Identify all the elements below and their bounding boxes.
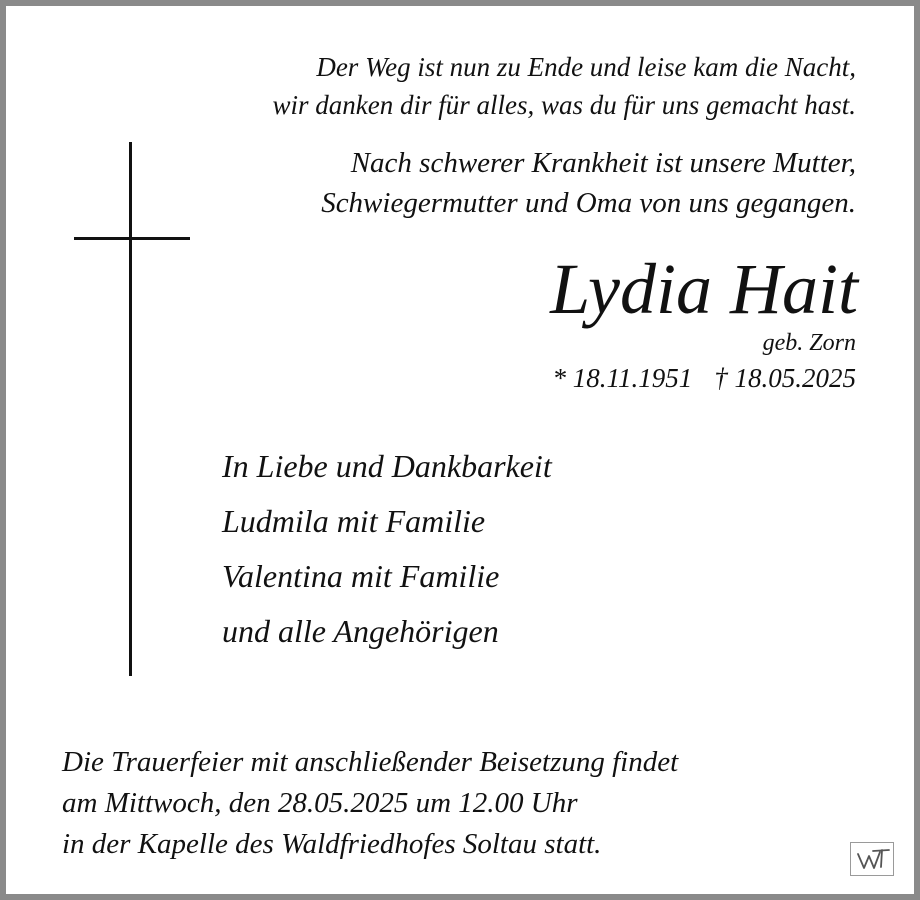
mourner-line: Ludmila mit Familie — [222, 503, 486, 539]
verse-line: wir danken dir für alles, was du für uns gemacht hast. — [272, 90, 856, 120]
publisher-logo-icon — [850, 842, 894, 876]
cross-icon-bar — [74, 237, 190, 240]
mourner-line: In Liebe und Dankbarkeit — [222, 448, 552, 484]
life-dates — [553, 361, 857, 395]
mourner-line: Valentina mit Familie — [222, 558, 500, 594]
death-date: † 18.05.2025 — [714, 363, 856, 393]
cross-icon — [129, 142, 132, 676]
service-line: in der Kapelle des Waldfriedhofes Soltau statt. — [62, 828, 602, 860]
announcement-line: Schwiegermutter und Oma von uns gegangen. — [321, 187, 856, 219]
verse — [272, 48, 856, 124]
verse-line: Der Weg ist nun zu Ende und leise kam die Nacht, — [316, 52, 856, 82]
service-line: am Mittwoch, den 28.05.2025 um 12.00 Uhr — [62, 787, 578, 819]
obituary-card — [6, 6, 914, 894]
announcement-line: Nach schwerer Krankheit ist unsere Mutter, — [350, 147, 856, 179]
death-announcement — [321, 143, 856, 223]
mourners-list — [222, 439, 552, 659]
service-line: Die Trauerfeier mit anschließender Beisetzung findet — [62, 746, 679, 778]
deceased-name: Lydia Hait — [550, 249, 858, 329]
birth-date: * 18.11.1951 — [552, 363, 693, 393]
funeral-service-info — [62, 742, 678, 865]
maiden-name: geb. Zorn — [762, 330, 856, 356]
mourner-line: und alle Angehörigen — [222, 613, 499, 649]
